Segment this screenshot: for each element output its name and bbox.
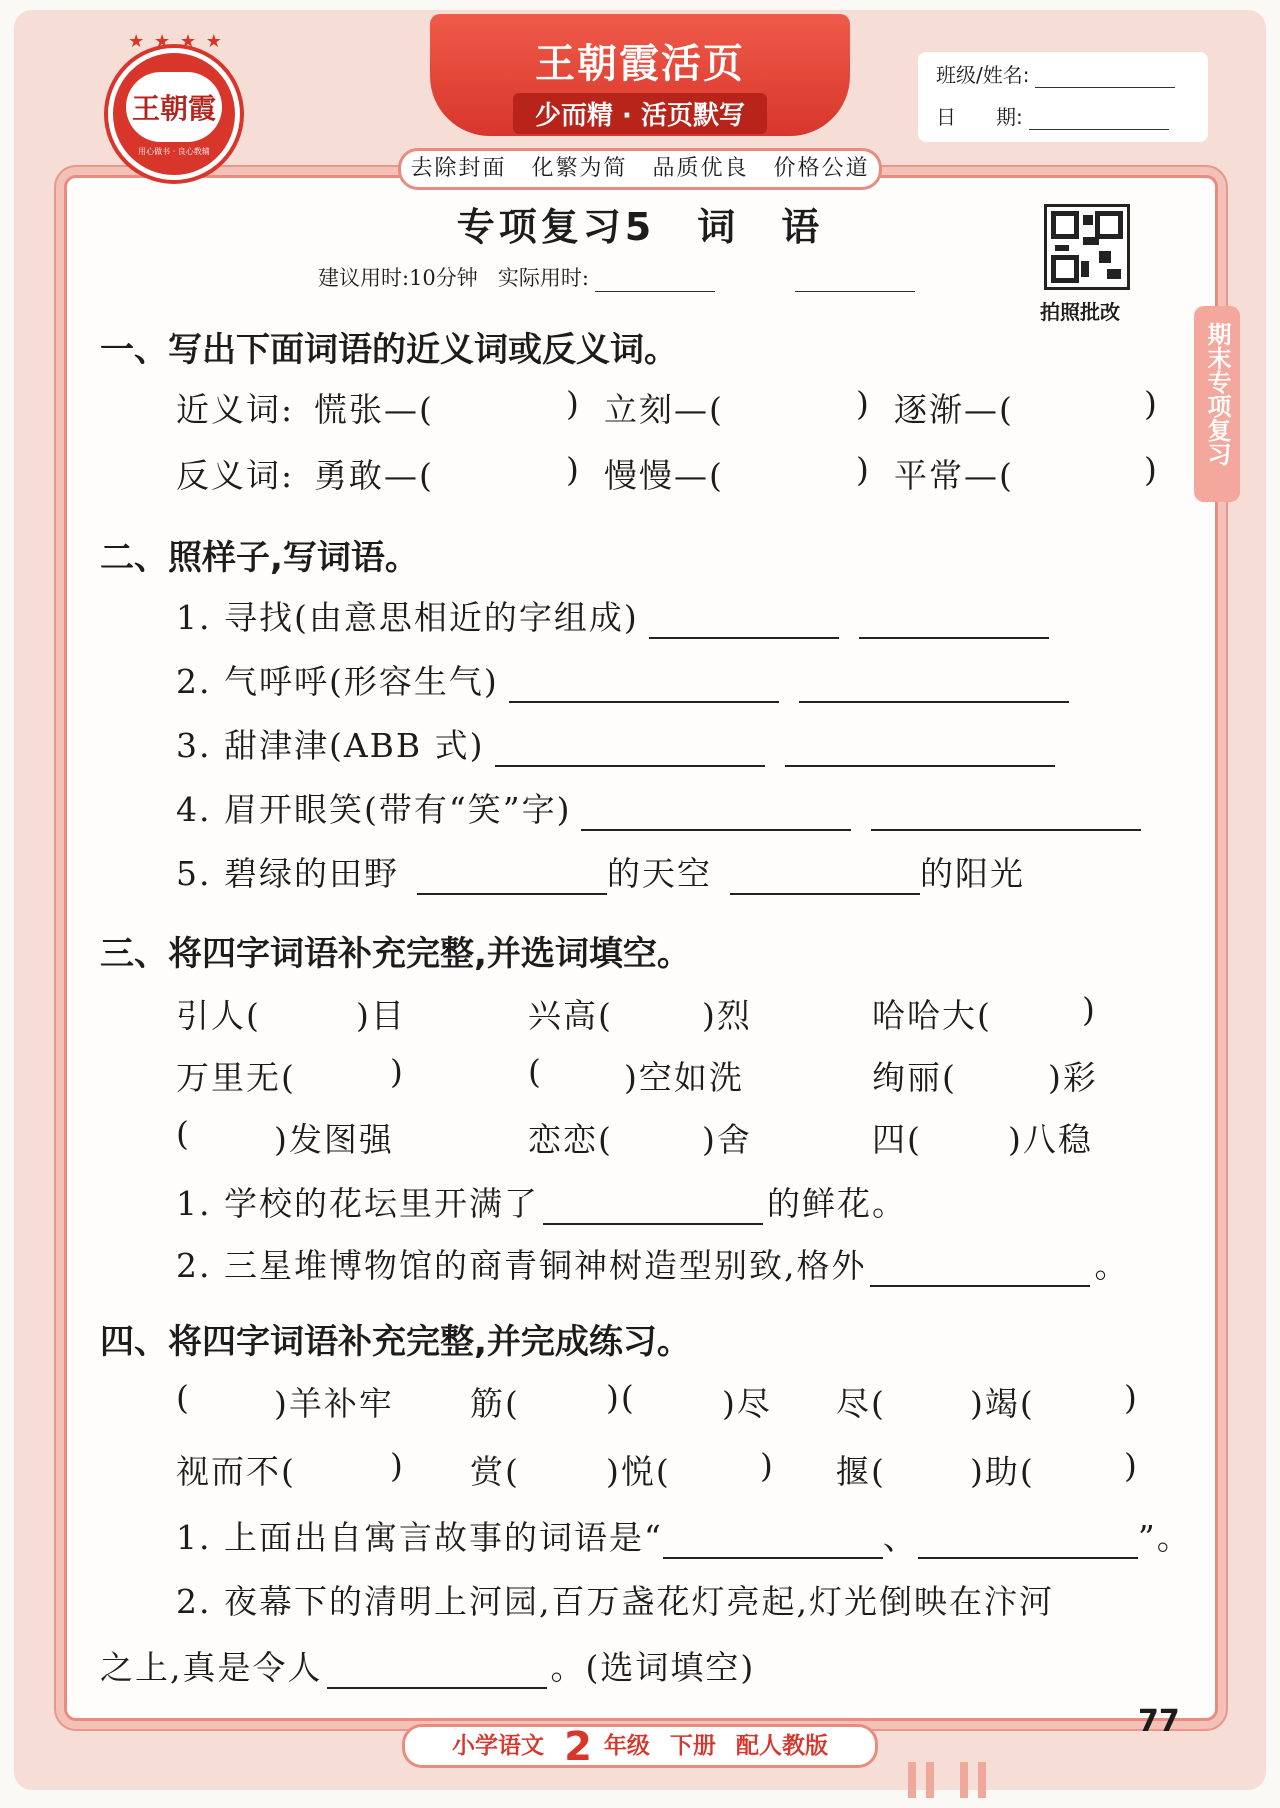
s4-r2-7: )助( <box>970 1452 1035 1491</box>
s3-w8b: )舍 <box>702 1120 752 1159</box>
s3-w8a: 恋恋( <box>528 1120 613 1159</box>
s1-row2-close3: ) <box>1144 450 1159 489</box>
class-name-field[interactable] <box>1035 87 1175 88</box>
slogan-1: 去除封面 <box>410 156 507 181</box>
binding-mark <box>978 1762 986 1798</box>
slogan-3: 品质优良 <box>652 156 749 181</box>
section-3-heading: 三、将四字词语补充完整,并选词填空。 <box>100 934 691 974</box>
s3-question-2: 2. 三星堆博物馆的商青铜神树造型别致,格外 。 <box>176 1246 1130 1285</box>
page-title: 专项复习5 词 语 <box>456 205 824 249</box>
answer-blank[interactable] <box>799 701 1069 703</box>
s3-w4b: ) <box>390 1052 405 1091</box>
slogan-2: 化繁为简 <box>531 156 628 181</box>
s4-r1-6: 尽( <box>836 1384 886 1423</box>
s1-row1-close3: ) <box>1144 384 1159 423</box>
s3-w9b: )八稳 <box>1008 1120 1093 1159</box>
s3-w5b: )空如洗 <box>624 1058 744 1097</box>
s4-r1-8: ) <box>1124 1378 1139 1417</box>
logo-sub: 用心做书 · 良心教辅 <box>138 146 210 156</box>
s1-row1-label: 近义词: <box>176 390 295 429</box>
page-number: 77 <box>1138 1704 1180 1739</box>
s3-w6a: 绚丽( <box>872 1058 957 1097</box>
slogan-bar <box>398 148 882 190</box>
footer-grade: 年级 <box>603 1733 650 1759</box>
s3-w1b: )目 <box>356 996 406 1035</box>
s1-row2-word3: 平常—( <box>894 456 1014 495</box>
footer-subject: 小学语文 <box>452 1733 545 1759</box>
s4-r1-5: )尽 <box>722 1384 772 1423</box>
s1-row2-close1: ) <box>566 450 581 489</box>
timing-line <box>318 262 915 292</box>
section-4-heading: 四、将四字词语补充完整,并完成练习。 <box>100 1322 691 1362</box>
s4-r2-5: ) <box>760 1446 775 1485</box>
footer-volume: 下册 <box>669 1733 716 1759</box>
banner-title: 王朝霞活页 <box>535 40 745 87</box>
actual-time-field-2[interactable] <box>795 291 915 292</box>
s4-question-2-line-1: 2. 夜幕下的清明上河园,百万盏花灯亮起,灯光倒映在汴河 <box>176 1582 1054 1621</box>
footer-grade-number: 2 <box>564 1723 592 1770</box>
answer-blank[interactable] <box>649 637 839 639</box>
section-1-heading: 一、写出下面词语的近义词或反义词。 <box>100 330 678 370</box>
date-field[interactable] <box>1029 129 1169 130</box>
s3-w2b: )烈 <box>702 996 752 1035</box>
date-row <box>936 100 1169 130</box>
s2-item-4: 4. 眉开眼笑(带有“笑”字) <box>176 784 1141 831</box>
slogan-4: 价格公道 <box>773 156 870 181</box>
brand-banner <box>430 14 850 136</box>
actual-time-field[interactable] <box>595 291 715 292</box>
answer-blank[interactable] <box>870 1285 1090 1287</box>
answer-blank[interactable] <box>663 1557 883 1559</box>
brand-logo <box>108 31 240 180</box>
s3-w4a: 万里无( <box>176 1058 296 1097</box>
s3-w5a: ( <box>528 1052 543 1091</box>
answer-blank[interactable] <box>581 829 851 831</box>
s4-r1-2: )羊补牢 <box>274 1384 394 1423</box>
s4-r2-3: 赏( <box>470 1452 520 1491</box>
banner-subtitle: 少而精 · 活页默写 <box>513 93 767 134</box>
binding-mark <box>926 1762 934 1798</box>
answer-blank[interactable] <box>543 1223 763 1225</box>
binding-mark <box>908 1762 916 1798</box>
s1-row2-word1: 勇敢—( <box>314 456 434 495</box>
s4-r1-7: )竭( <box>970 1384 1035 1423</box>
s1-row2-word2: 慢慢—( <box>604 456 724 495</box>
footer-bar <box>402 1724 878 1768</box>
date-label: 日 期: <box>936 105 1023 129</box>
suggested-time: 建议用时:10分钟 <box>318 266 478 290</box>
stars-icon: ★ ★ ★ ★ ★ <box>128 31 224 73</box>
answer-blank[interactable] <box>730 893 920 895</box>
s3-w3a: 哈哈大( <box>872 996 992 1035</box>
s1-row1-close2: ) <box>856 384 871 423</box>
answer-blank[interactable] <box>509 701 779 703</box>
s3-w2a: 兴高( <box>528 996 613 1035</box>
answer-blank[interactable] <box>785 765 1055 767</box>
s3-question-1: 1. 学校的花坛里开满了 的鲜花。 <box>176 1184 907 1223</box>
section-2-heading: 二、照样子,写词语。 <box>100 538 419 578</box>
s3-w7b: )发图强 <box>274 1120 394 1159</box>
answer-blank[interactable] <box>417 893 607 895</box>
class-name-row <box>936 58 1175 88</box>
qr-code-icon[interactable] <box>1044 204 1130 290</box>
answer-blank[interactable] <box>327 1687 547 1689</box>
answer-blank[interactable] <box>871 829 1141 831</box>
s1-row1-close1: ) <box>566 384 581 423</box>
s2-item-2: 2. 气呼呼(形容生气) <box>176 656 1069 703</box>
s3-w3b: ) <box>1082 990 1097 1029</box>
s4-question-1: 1. 上面出自寓言故事的词语是“ 、 ”。 <box>176 1518 1192 1557</box>
s4-r2-6: 揠( <box>836 1452 886 1491</box>
s1-row2-close2: ) <box>856 450 871 489</box>
student-info-box <box>918 52 1208 142</box>
s4-r2-8: ) <box>1124 1446 1139 1485</box>
binding-mark <box>960 1762 968 1798</box>
answer-blank[interactable] <box>859 637 1049 639</box>
s4-r2-1: 视而不( <box>176 1452 296 1491</box>
actual-time-label: 实际用时: <box>497 266 589 290</box>
footer-edition: 配人教版 <box>735 1733 828 1759</box>
s4-r2-4: )悦( <box>606 1452 671 1491</box>
s2-item-3: 3. 甜津津(ABB 式) <box>176 720 1055 767</box>
side-tab: 期末专项复习 <box>1194 306 1240 502</box>
s4-question-2-line-2: 之上,真是令人 。(选词填空) <box>100 1648 756 1687</box>
s1-row2-label: 反义词: <box>176 456 295 495</box>
class-name-label: 班级/姓名: <box>936 63 1030 87</box>
s2-item-5: 5. 碧绿的田野 的天空 的阳光 <box>176 854 1025 893</box>
s1-row1-word3: 逐渐—( <box>894 390 1014 429</box>
s3-w1a: 引人( <box>176 996 261 1035</box>
s2-item-1: 1. 寻找(由意思相近的字组成) <box>176 592 1049 639</box>
s1-row1-word1: 慌张—( <box>314 390 434 429</box>
s1-row1-word2: 立刻—( <box>604 390 724 429</box>
s4-r1-1: ( <box>176 1378 191 1417</box>
s4-r1-3: 筋( <box>470 1384 520 1423</box>
logo-text: 王朝霞 <box>126 72 222 142</box>
s3-w9a: 四( <box>872 1120 922 1159</box>
answer-blank[interactable] <box>918 1557 1138 1559</box>
qr-label: 拍照批改 <box>1040 300 1120 324</box>
s3-w7a: ( <box>176 1114 191 1153</box>
answer-blank[interactable] <box>495 765 765 767</box>
s3-w6b: )彩 <box>1048 1058 1098 1097</box>
s4-r1-4: )( <box>606 1378 636 1417</box>
s4-r2-2: ) <box>390 1446 405 1485</box>
